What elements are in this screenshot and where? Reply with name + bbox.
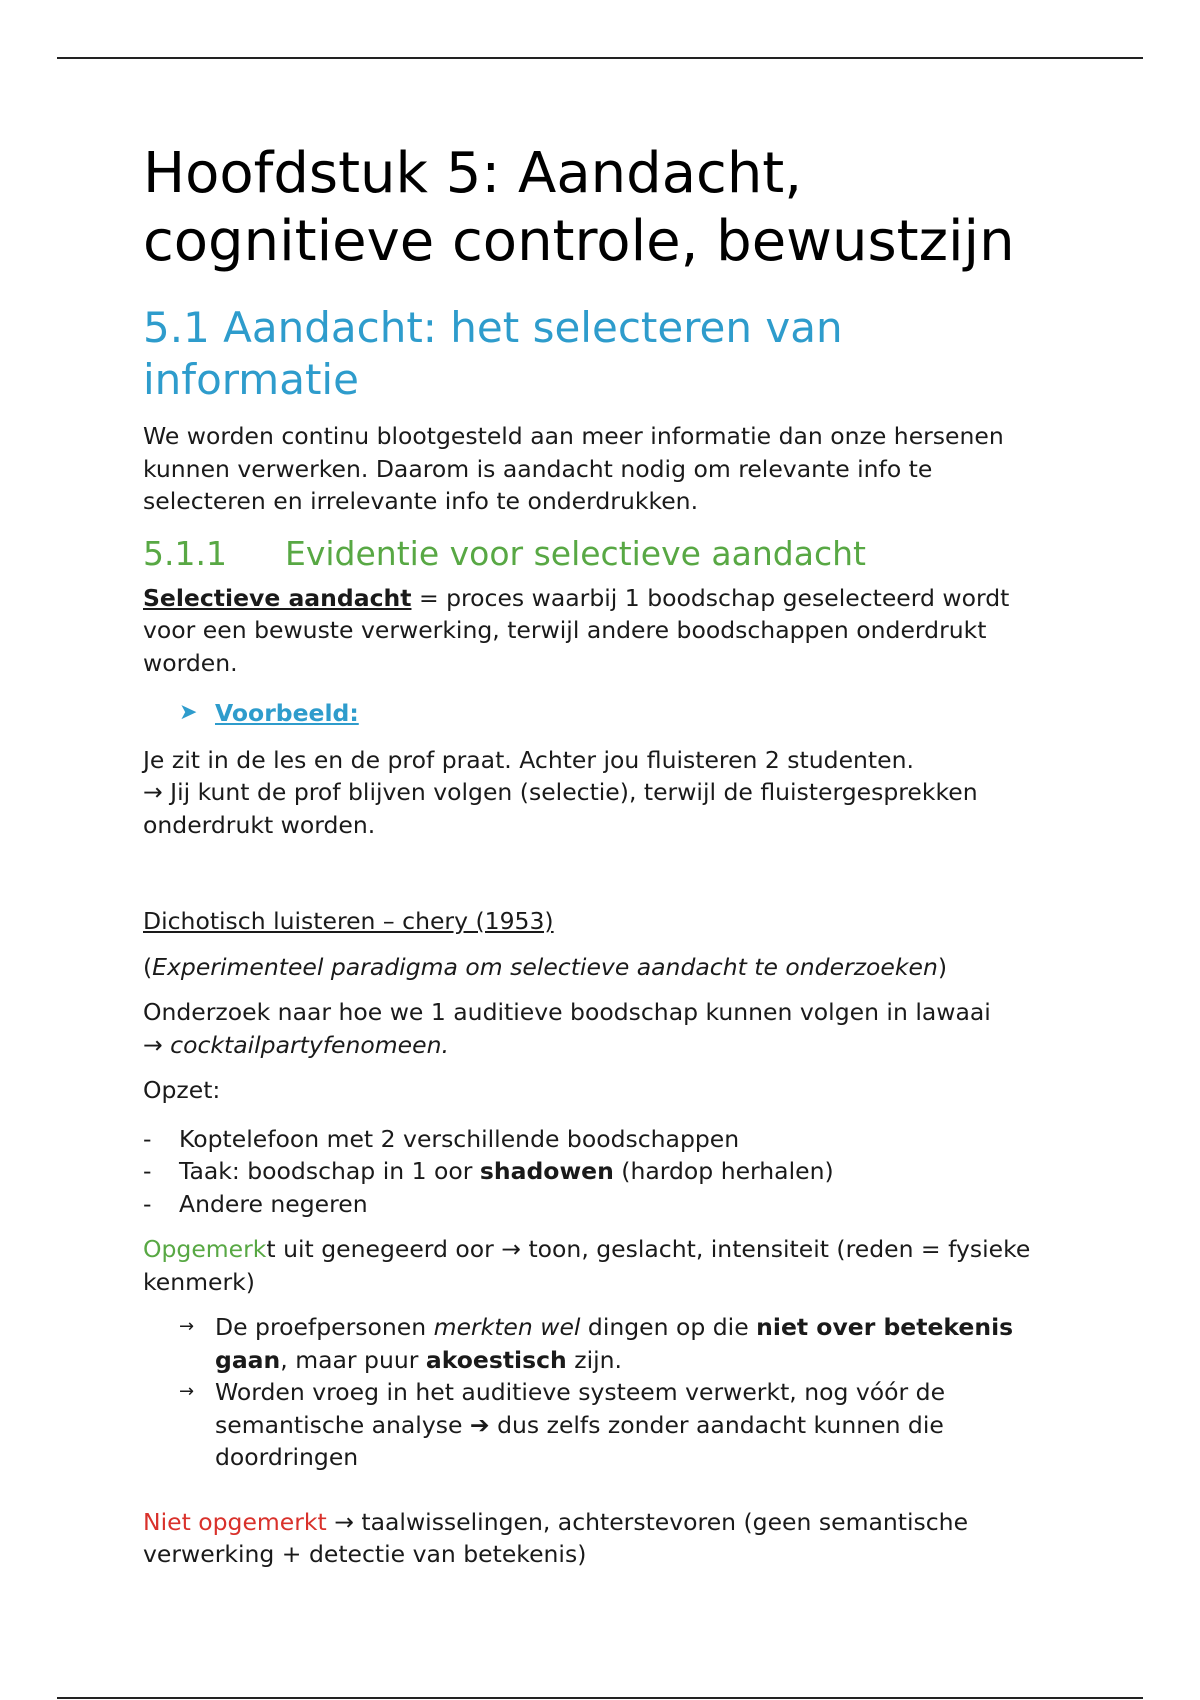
chapter-title bbox=[143, 140, 1043, 276]
document-body bbox=[143, 140, 1043, 1571]
subsection-title: Evidentie voor selectieve aandacht bbox=[285, 533, 866, 573]
definition-term: Selectieve aandacht bbox=[143, 583, 412, 612]
not-noticed-rest: → taalwisselingen, achterstevoren (geen semantische verwerking + detectie van betekenis) bbox=[143, 1507, 969, 1568]
list-item bbox=[143, 1188, 1043, 1221]
list-item bbox=[143, 1155, 1043, 1188]
intro-paragraph: We worden continu blootgesteld aan meer informatie dan onze hersenen kunnen verwerken. Daarom is aandacht nodig om relevante info te selecteren en irrelevante info te onderdrukken. bbox=[143, 422, 1004, 515]
example-paragraph bbox=[143, 744, 1043, 842]
setup-item2 bbox=[179, 1155, 834, 1188]
setup-item3: Andere negeren bbox=[179, 1189, 368, 1218]
dichotic-heading: Dichotisch luisteren – chery (1953) bbox=[143, 907, 554, 935]
noticed-green: Opgemerk bbox=[143, 1235, 267, 1263]
example-line2: → Jij kunt de prof blijven volgen (selectie), terwijl de fluistergesprekken onderdrukt worden. bbox=[143, 778, 978, 839]
definition-paragraph bbox=[143, 582, 1043, 680]
paradigm-italic: Experimenteel paradigma om selectieve aandacht te onderzoeken bbox=[152, 952, 938, 981]
arrow-icon: → bbox=[179, 1316, 195, 1337]
research-italic: cocktailpartyfenomeen. bbox=[170, 1030, 449, 1059]
noticed-rest: t uit genegeerd oor → toon, geslacht, intensiteit (reden = fysieke kenmerk) bbox=[143, 1235, 1031, 1296]
top-rule bbox=[57, 57, 1143, 59]
setup-item1: Koptelefoon met 2 verschillende boodschappen bbox=[179, 1124, 740, 1153]
paren-close: ) bbox=[937, 952, 948, 981]
subsection-number: 5.1.1 bbox=[143, 533, 227, 573]
chapter-title-line2: cognitieve controle, bewustzijn bbox=[143, 209, 1015, 274]
conclusion-item1: De proefpersonen merkten wel dingen op die niet over betekenis gaan, maar puur akoestisch zijn. bbox=[215, 1313, 1014, 1374]
bottom-rule bbox=[57, 1697, 1143, 1699]
research-text: Onderzoek naar hoe we 1 auditieve boodschap kunnen volgen in lawaai bbox=[143, 998, 991, 1026]
conclusion-list bbox=[179, 1311, 1043, 1474]
conclusion-item2: Worden vroeg in het auditieve systeem verwerkt, nog vóór de semantische analyse ➔ dus zelfs zonder aandacht kunnen die doordringen bbox=[215, 1378, 946, 1471]
setup-item2-c: (hardop herhalen) bbox=[613, 1157, 834, 1185]
noticed-paragraph bbox=[143, 1233, 1043, 1298]
subsection-heading bbox=[143, 534, 1043, 574]
setup-item2-bold: shadowen bbox=[479, 1157, 614, 1185]
dash-marker: - bbox=[143, 1189, 152, 1218]
example-label: Voorbeeld: bbox=[215, 699, 359, 727]
chapter-title-line1: Hoofdstuk 5: Aandacht, bbox=[143, 141, 803, 206]
setup-item2-a: Taak: boodschap in 1 oor bbox=[179, 1157, 480, 1185]
not-noticed-red: Niet opgemerkt bbox=[143, 1507, 327, 1536]
list-item bbox=[179, 1311, 1043, 1376]
list-item bbox=[179, 1376, 1043, 1474]
section-heading: 5.1 Aandacht: het selecteren van informatie bbox=[143, 303, 843, 404]
setup-list bbox=[143, 1123, 1043, 1221]
research-arrow: → bbox=[143, 1030, 171, 1059]
paren-open: ( bbox=[143, 952, 153, 981]
setup-label: Opzet: bbox=[143, 1076, 221, 1104]
example-line1: Je zit in de les en de prof praat. Achter jou fluisteren 2 studenten. bbox=[143, 745, 914, 774]
paradigm-paragraph bbox=[143, 951, 1043, 984]
list-item bbox=[143, 1123, 1043, 1156]
arrow-bullet-icon: ➤ bbox=[179, 700, 198, 725]
dash-marker: - bbox=[143, 1157, 152, 1185]
example-heading bbox=[179, 697, 1043, 730]
research-paragraph bbox=[143, 996, 1043, 1061]
not-noticed-paragraph bbox=[143, 1506, 1043, 1571]
arrow-icon: → bbox=[179, 1381, 195, 1402]
definition-text: = proces waarbij 1 boodschap geselecteerd wordt voor een bewuste verwerking, terwijl andere boodschappen onderdrukt worden. bbox=[143, 583, 1010, 677]
dash-marker: - bbox=[143, 1124, 152, 1153]
